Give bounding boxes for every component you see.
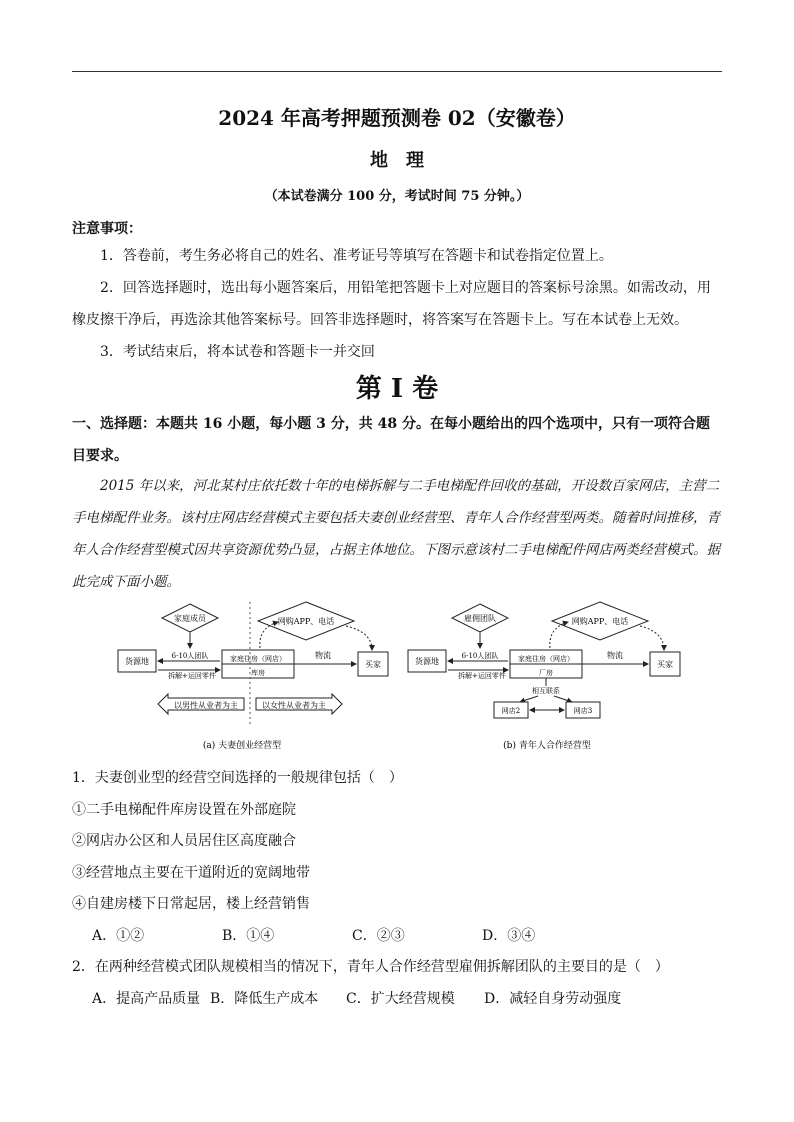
diagram-b (408, 602, 680, 751)
source-label-b: 货源地 (415, 657, 439, 666)
section-heading: 一、选择题：本题共 16 小题，每小题 3 分，共 48 分。在每小题给出的四个选项中，只有一项符合题目要求。 (72, 416, 710, 464)
male-label: 以男性从业者为主 (174, 701, 238, 710)
team-hire-label: 雇佣团队 (464, 614, 496, 623)
buyer-label-a: 买家 (365, 660, 381, 669)
business-model-figure (110, 598, 690, 758)
shop2-label: 网店2 (501, 707, 521, 715)
q1-options (92, 925, 612, 945)
notice-item-3: 3．考试结束后，将本试卷和答题卡一并交回 (100, 344, 375, 360)
logistics-label-b: 物流 (607, 651, 623, 660)
home-label-a: 家庭住房（网店） (230, 655, 286, 663)
header-rule (72, 71, 722, 72)
q2-option-d[interactable]: D．减轻自身劳动强度 (484, 991, 622, 1007)
q1-statement-4: ④自建房楼下日常起居，楼上经营销售 (72, 896, 310, 912)
caption-a: (a) 夫妻创业经营型 (202, 741, 282, 751)
score-info: （本试卷满分 100 分，考试时间 75 分钟。） (264, 189, 530, 204)
notice-heading: 注意事项： (72, 221, 142, 237)
q1-option-c[interactable]: C．②③ (352, 928, 405, 944)
family-label: 家庭成员 (174, 614, 206, 623)
notice-item-1: 1．答卷前，考生务必将自己的姓名、准考证号等填写在答题卡和试卷指定位置上。 (100, 248, 613, 264)
paper-title: 2024 年高考押题预测卷 02（安徽卷） (218, 106, 576, 130)
q1-statement-2: ②网店办公区和人员居住区高度融合 (72, 833, 296, 849)
buyer-label-b: 买家 (657, 660, 673, 669)
subject-title: 地理 (370, 150, 442, 171)
factory-label-b: 厂房 (539, 669, 553, 677)
warehouse-label-a: 库房 (251, 669, 265, 677)
q1-statement-3: ③经营地点主要在干道附近的宽阔地带 (72, 865, 310, 881)
figure-svg (110, 598, 690, 758)
shop3-label: 网店3 (573, 707, 593, 715)
q2-option-a[interactable]: A．提高产品质量 (92, 991, 201, 1007)
dismantle-label-b: 拆解+运回零件 (458, 672, 506, 680)
question-2-stem: 2．在两种经营模式团队规模相当的情况下，青年人合作经营型雇佣拆解团队的主要目的是（ ） (72, 959, 669, 975)
online-label-a: 网购APP、电话 (277, 617, 335, 626)
q1-option-a[interactable]: A．①② (92, 928, 145, 944)
diagram-a (118, 602, 388, 751)
online-label-b: 网购APP、电话 (571, 617, 629, 626)
female-label: 以女性从业者为主 (262, 701, 326, 710)
team-label-a: 6-10人团队 (171, 652, 209, 660)
home-label-b: 家庭住房（网店） (518, 655, 574, 663)
contact-label: 相互联系 (532, 687, 560, 695)
caption-b: (b) 青年人合作经营型 (503, 741, 591, 751)
question-stem: 2015 年以来，河北某村庄依托数十年的电梯拆解与二手电梯配件回收的基础，开设数百家网店，主营二手电梯配件业务。该村庄网店经营模式主要包括夫妻创业经营型、青年人合作经营型两类。随着时间推移，青年人合作经营型模式因共享资源优势凸显，占据主体地位。下图示意该村二手电梯配件网店两类经营模式。据此完成下面小题。 (72, 478, 720, 590)
q2-option-c[interactable]: C．扩大经营规模 (346, 991, 455, 1007)
volume-title: 第 I 卷 (355, 374, 439, 404)
q1-statement-1: ①二手电梯配件库房设置在外部庭院 (72, 802, 296, 818)
q1-option-b[interactable]: B．①④ (222, 928, 275, 944)
q2-options (92, 988, 644, 1008)
team-label-b: 6-10人团队 (461, 652, 499, 660)
logistics-label-a: 物流 (315, 651, 331, 660)
question-1-stem: 1．夫妻创业型的经营空间选择的一般规律包括（ ） (72, 770, 403, 786)
q1-option-d[interactable]: D．③④ (482, 928, 536, 944)
source-label-a: 货源地 (125, 657, 149, 666)
notice-item-2: 2．回答选择题时，选出每小题答案后，用铅笔把答题卡上对应题目的答案标号涂黑。如需改动，用橡皮擦干净后，再选涂其他答案标号。回答非选择题时，将答案写在答题卡上。写在本试卷上无效。 (72, 280, 711, 328)
q2-option-b[interactable]: B．降低生产成本 (210, 991, 319, 1007)
dismantle-label-a: 拆解+运回零件 (168, 672, 216, 680)
